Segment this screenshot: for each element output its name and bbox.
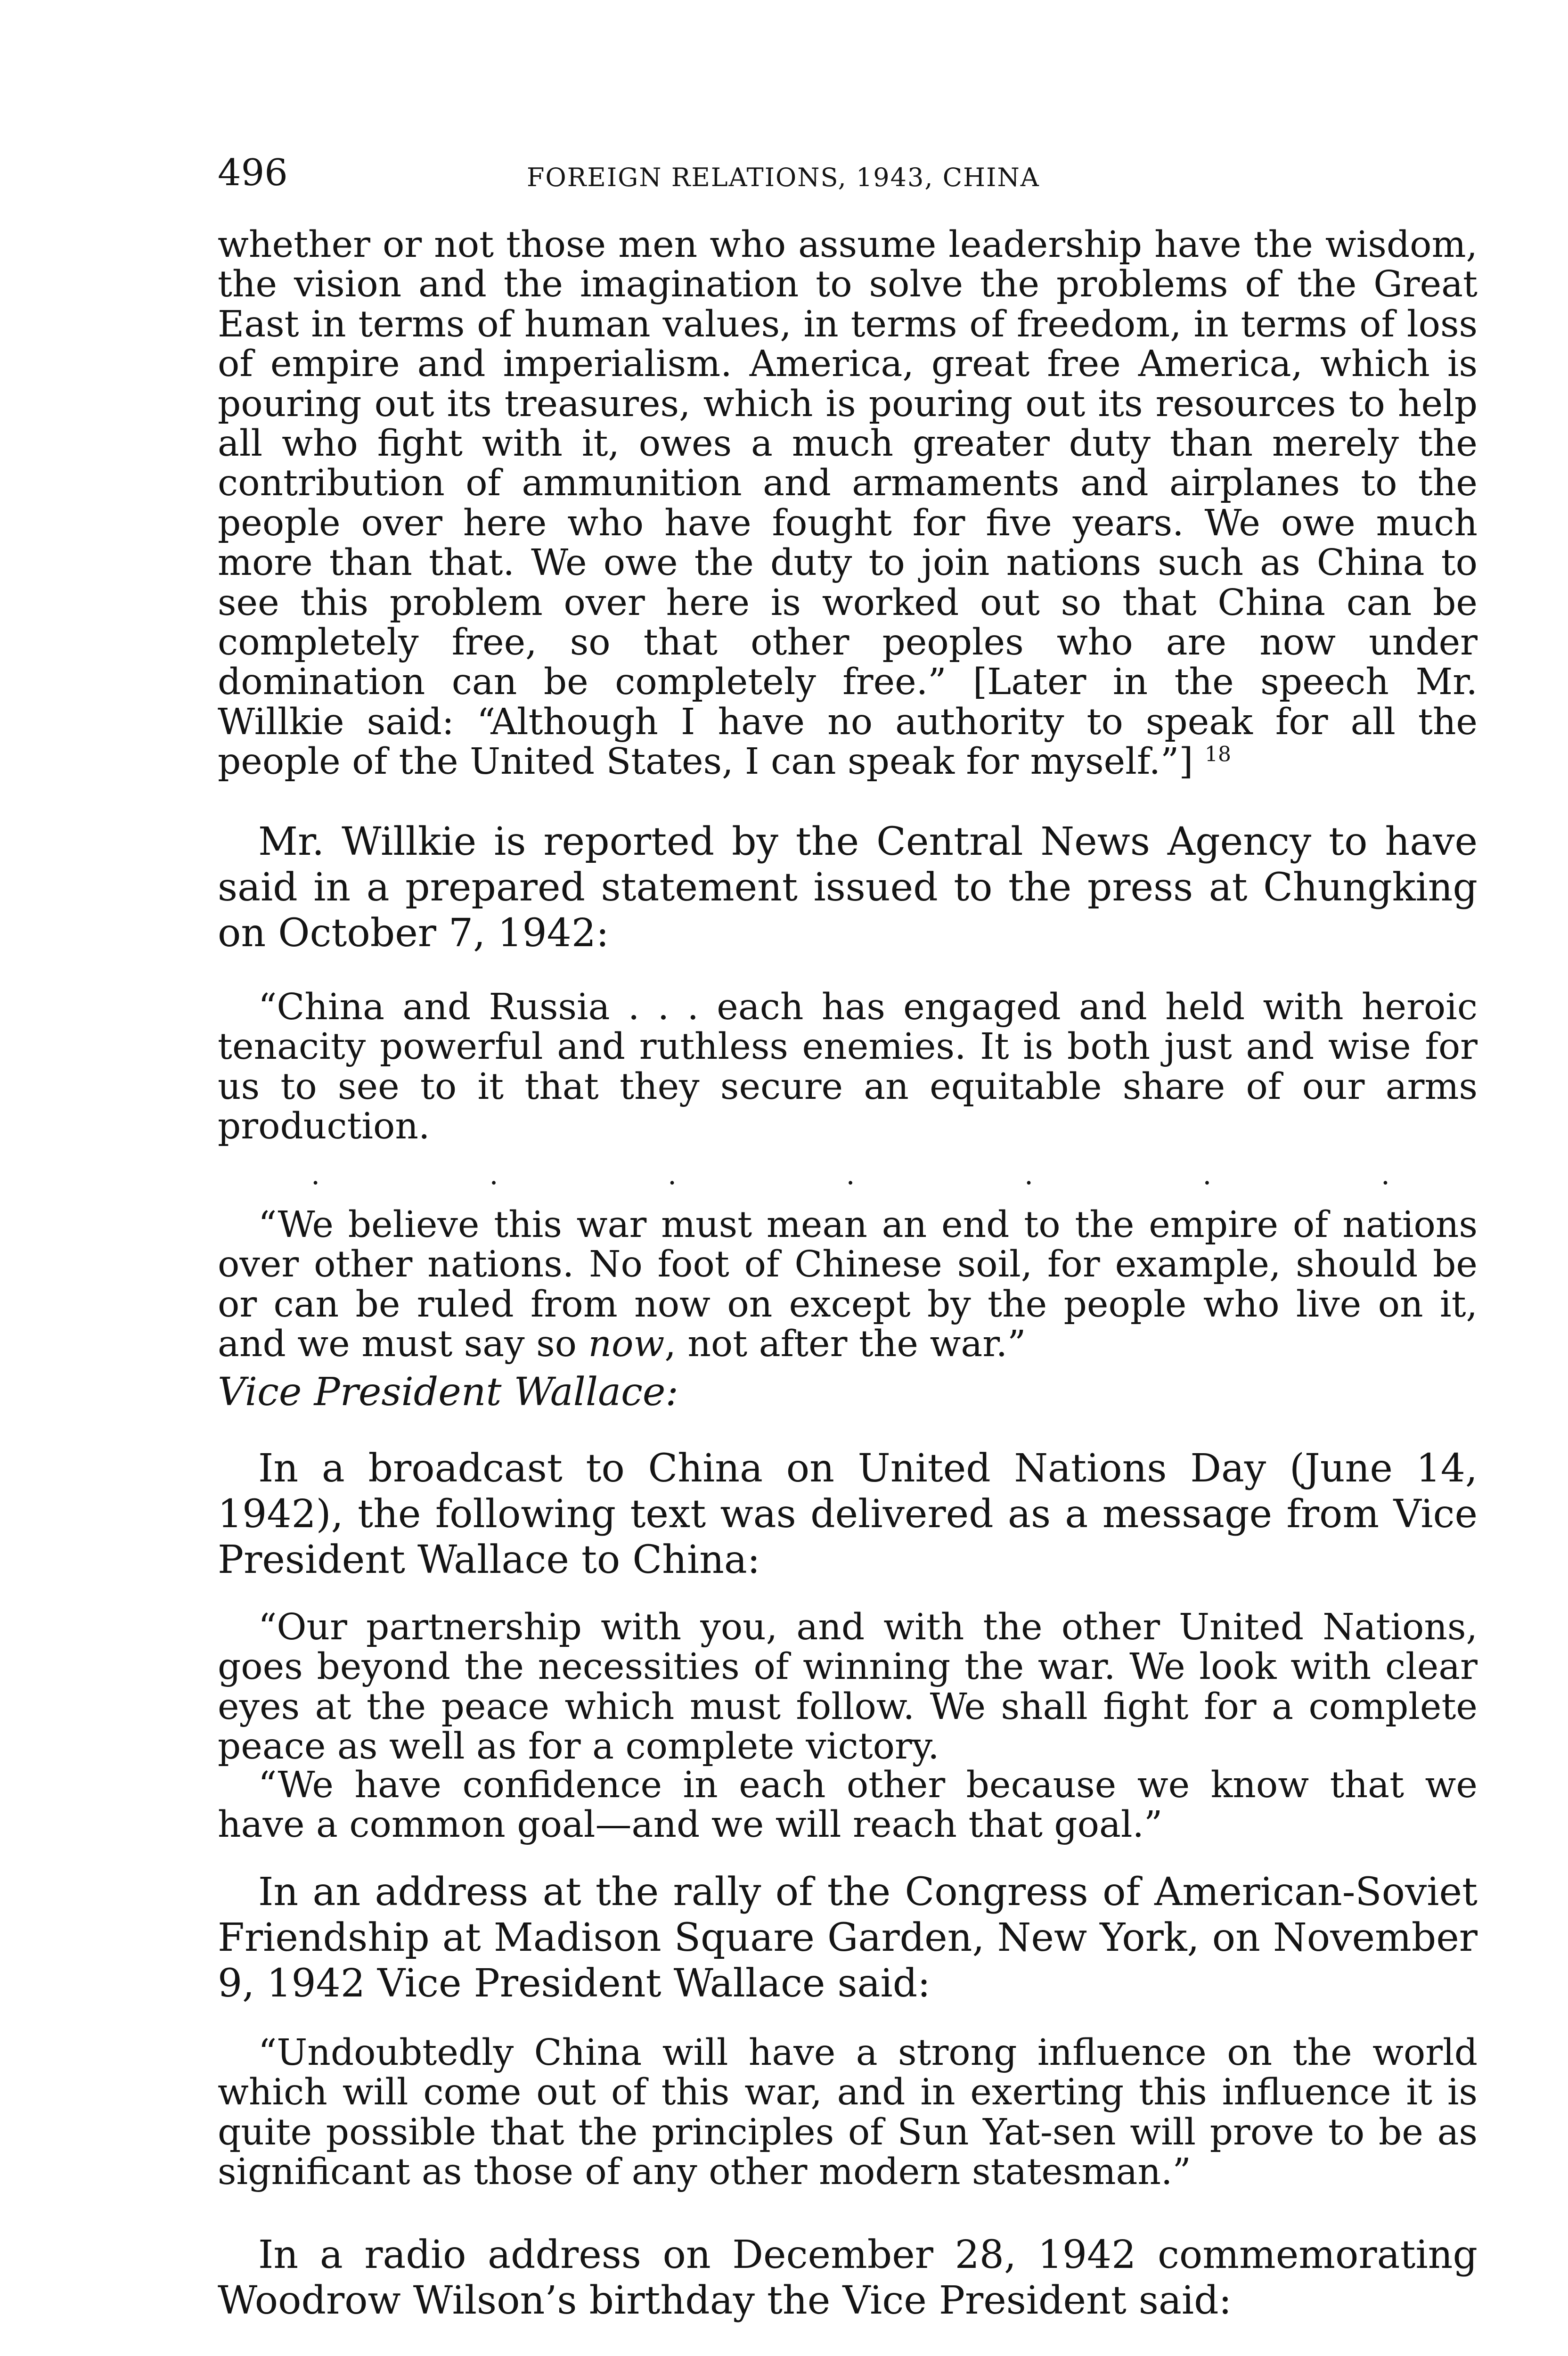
ellipsis-dot: . bbox=[489, 1158, 498, 1191]
quote-sun-yat-sen: “Undoubtedly China will have a strong influence on the world which will come out of this war, and in exerting this influence it is quite possible that the principles of Sun Yat-sen will prove to be as significant as those of any other modern statesman.” bbox=[218, 2032, 1478, 2193]
ellipsis-dot: . bbox=[667, 1158, 677, 1191]
footnote-ref: 18 bbox=[1204, 742, 1231, 767]
quote-empire-text: “We believe this war must mean an end to the empire of nations over other nations. No foot of Chinese soil, for example, should be or can be ruled from now on except by the people who live on it, and we must say so bbox=[218, 1204, 1478, 1366]
ellipsis-dot: . bbox=[1202, 1158, 1212, 1191]
running-header: FOREIGN RELATIONS, 1943, CHINA bbox=[527, 163, 1040, 192]
paragraph-continuation bbox=[218, 225, 1478, 782]
paragraph-willkie-intro: Mr. Willkie is reported by the Central News Agency to have said in a prepared statement issued to the press at Chungking on October 7, 1942: bbox=[218, 819, 1478, 956]
quote-empire-tail: , not after the war.” bbox=[664, 1323, 1026, 1366]
quote-partnership: “Our partnership with you, and with the other United Nations, goes beyond the necessities of winning the war. We look with clear eyes at the peace which must follow. We shall fight for a complete peace as well as for a complete victory. bbox=[218, 1606, 1478, 1768]
quote-empire-of-nations bbox=[218, 1205, 1478, 1365]
ellipsis-dot: . bbox=[1024, 1158, 1034, 1191]
ellipsis-dot: . bbox=[846, 1158, 855, 1191]
paragraph-continuation-text: whether or not those men who assume leadership have the wisdom, the vision and the imagination to solve the problems of the Great East in terms of human values, in terms of freedom, in terms of loss of empire and imperialism. America, great free America, which is pouring out its treasures, which is pouring out its resources to help all who fight with it, owes a much greater duty than merely the contribution of ammunition and armaments and airplanes to the people over here who have fought for five years. We owe much more than that. We owe the duty to join nations such as China to see this problem over here is worked out so that China can be completely free, so that other peoples who are now under domination can be completely free.” [Later in the speech Mr. Willkie said: “Although I have no authority to speak for all the people of the United States, I can speak for myself.”] bbox=[218, 224, 1478, 783]
quote-confidence: “We have confidence in each other because we know that we have a common goal—and we will reach that goal.” bbox=[218, 1764, 1478, 1846]
ellipsis-dot: . bbox=[311, 1158, 320, 1191]
paragraph-radio-address: In a radio address on December 28, 1942 commemorating Woodrow Wilson’s birthday the Vice President said: bbox=[218, 2233, 1478, 2323]
section-heading-wallace: Vice President Wallace: bbox=[218, 1370, 679, 1415]
emphasis-now: now bbox=[588, 1323, 665, 1366]
paragraph-broadcast: In a broadcast to China on United Nations Day (June 14, 1942), the following text was delivered as a message from Vice President Wallace to China: bbox=[218, 1446, 1478, 1582]
ellipsis-dot: . bbox=[1380, 1158, 1390, 1191]
ellipsis-dots bbox=[311, 1158, 1390, 1191]
quote-china-russia: “China and Russia . . . each has engaged and held with heroic tenacity powerful and ruthless enemies. It is both just and wise for us to see to it that they secure an equitable share of our arms production. bbox=[218, 986, 1478, 1148]
page-number: 496 bbox=[218, 152, 288, 194]
paragraph-rally: In an address at the rally of the Congress of American-Soviet Friendship at Madison Square Garden, New York, on November 9, 1942 Vice President Wallace said: bbox=[218, 1870, 1478, 2006]
